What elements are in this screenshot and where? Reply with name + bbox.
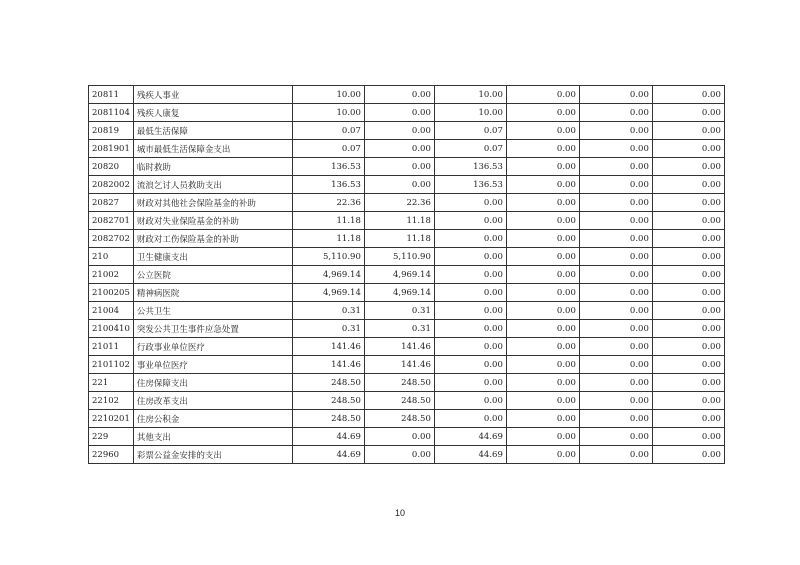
cell-code: 21004 <box>89 302 134 320</box>
cell-basic: 0.00 <box>364 122 434 140</box>
cell-col4: 0.00 <box>506 104 579 122</box>
cell-total: 248.50 <box>292 392 364 410</box>
cell-project: 136.53 <box>434 176 506 194</box>
cell-basic: 0.00 <box>364 176 434 194</box>
cell-total: 0.31 <box>292 320 364 338</box>
cell-col6: 0.00 <box>652 320 724 338</box>
cell-project: 136.53 <box>434 158 506 176</box>
cell-name: 财政对工伤保险基金的补助 <box>133 230 292 248</box>
cell-col6: 0.00 <box>652 194 724 212</box>
cell-code: 2082702 <box>89 230 134 248</box>
cell-project: 44.69 <box>434 446 506 464</box>
cell-col6: 0.00 <box>652 104 724 122</box>
cell-col4: 0.00 <box>506 86 579 104</box>
cell-total: 4,969.14 <box>292 266 364 284</box>
cell-col6: 0.00 <box>652 428 724 446</box>
cell-name: 精神病医院 <box>133 284 292 302</box>
cell-col4: 0.00 <box>506 158 579 176</box>
cell-total: 44.69 <box>292 446 364 464</box>
cell-col6: 0.00 <box>652 176 724 194</box>
cell-col5: 0.00 <box>579 212 652 230</box>
cell-col5: 0.00 <box>579 194 652 212</box>
cell-project: 0.00 <box>434 212 506 230</box>
cell-basic: 11.18 <box>364 212 434 230</box>
cell-col6: 0.00 <box>652 212 724 230</box>
cell-col6: 0.00 <box>652 446 724 464</box>
cell-code: 20819 <box>89 122 134 140</box>
cell-name: 事业单位医疗 <box>133 356 292 374</box>
cell-col6: 0.00 <box>652 122 724 140</box>
cell-col6: 0.00 <box>652 338 724 356</box>
cell-total: 141.46 <box>292 356 364 374</box>
cell-col6: 0.00 <box>652 230 724 248</box>
cell-basic: 4,969.14 <box>364 266 434 284</box>
table-row <box>89 194 725 212</box>
table-row <box>89 248 725 266</box>
cell-project: 0.07 <box>434 140 506 158</box>
cell-col5: 0.00 <box>579 122 652 140</box>
table-row <box>89 266 725 284</box>
cell-code: 20811 <box>89 86 134 104</box>
cell-code: 2081104 <box>89 104 134 122</box>
cell-basic: 0.00 <box>364 428 434 446</box>
cell-col5: 0.00 <box>579 320 652 338</box>
table-row <box>89 176 725 194</box>
cell-project: 10.00 <box>434 104 506 122</box>
table-row <box>89 320 725 338</box>
cell-col4: 0.00 <box>506 428 579 446</box>
cell-name: 住房保障支出 <box>133 374 292 392</box>
cell-code: 22102 <box>89 392 134 410</box>
cell-project: 0.00 <box>434 230 506 248</box>
cell-col5: 0.00 <box>579 392 652 410</box>
cell-basic: 4,969.14 <box>364 284 434 302</box>
cell-basic: 0.00 <box>364 104 434 122</box>
cell-col5: 0.00 <box>579 104 652 122</box>
cell-code: 20820 <box>89 158 134 176</box>
cell-col5: 0.00 <box>579 284 652 302</box>
table-row <box>89 86 725 104</box>
cell-col4: 0.00 <box>506 248 579 266</box>
cell-total: 248.50 <box>292 374 364 392</box>
cell-col5: 0.00 <box>579 356 652 374</box>
cell-code: 2100410 <box>89 320 134 338</box>
cell-basic: 11.18 <box>364 230 434 248</box>
table-row <box>89 338 725 356</box>
cell-col5: 0.00 <box>579 446 652 464</box>
cell-col5: 0.00 <box>579 140 652 158</box>
table-row <box>89 140 725 158</box>
cell-total: 44.69 <box>292 428 364 446</box>
cell-total: 5,110.90 <box>292 248 364 266</box>
cell-basic: 0.31 <box>364 302 434 320</box>
cell-total: 11.18 <box>292 230 364 248</box>
cell-code: 2100205 <box>89 284 134 302</box>
cell-col4: 0.00 <box>506 302 579 320</box>
cell-col6: 0.00 <box>652 374 724 392</box>
cell-code: 2082701 <box>89 212 134 230</box>
cell-project: 0.00 <box>434 248 506 266</box>
cell-total: 136.53 <box>292 158 364 176</box>
cell-project: 0.00 <box>434 284 506 302</box>
cell-code: 20827 <box>89 194 134 212</box>
cell-name: 彩票公益金安排的支出 <box>133 446 292 464</box>
cell-name: 住房改革支出 <box>133 392 292 410</box>
cell-basic: 248.50 <box>364 374 434 392</box>
cell-col4: 0.00 <box>506 266 579 284</box>
cell-basic: 141.46 <box>364 356 434 374</box>
cell-col5: 0.00 <box>579 176 652 194</box>
cell-total: 22.36 <box>292 194 364 212</box>
cell-col4: 0.00 <box>506 212 579 230</box>
cell-total: 0.07 <box>292 122 364 140</box>
cell-col5: 0.00 <box>579 338 652 356</box>
cell-col4: 0.00 <box>506 140 579 158</box>
cell-col4: 0.00 <box>506 446 579 464</box>
cell-project: 44.69 <box>434 428 506 446</box>
cell-basic: 0.00 <box>364 140 434 158</box>
table-row <box>89 302 725 320</box>
cell-basic: 22.36 <box>364 194 434 212</box>
cell-basic: 0.31 <box>364 320 434 338</box>
cell-project: 0.00 <box>434 266 506 284</box>
cell-col5: 0.00 <box>579 86 652 104</box>
cell-total: 141.46 <box>292 338 364 356</box>
cell-col6: 0.00 <box>652 158 724 176</box>
cell-col4: 0.00 <box>506 176 579 194</box>
cell-col6: 0.00 <box>652 392 724 410</box>
table-row <box>89 104 725 122</box>
table-row <box>89 392 725 410</box>
cell-col6: 0.00 <box>652 266 724 284</box>
cell-col5: 0.00 <box>579 248 652 266</box>
cell-basic: 0.00 <box>364 86 434 104</box>
cell-project: 0.00 <box>434 194 506 212</box>
table-row <box>89 230 725 248</box>
table-row <box>89 410 725 428</box>
cell-project: 0.00 <box>434 392 506 410</box>
cell-basic: 5,110.90 <box>364 248 434 266</box>
cell-col4: 0.00 <box>506 284 579 302</box>
cell-name: 其他支出 <box>133 428 292 446</box>
table-row <box>89 212 725 230</box>
page-number: 10 <box>394 508 405 518</box>
cell-col4: 0.00 <box>506 122 579 140</box>
cell-col4: 0.00 <box>506 338 579 356</box>
cell-col4: 0.00 <box>506 410 579 428</box>
cell-name: 突发公共卫生事件应急处置 <box>133 320 292 338</box>
cell-code: 210 <box>89 248 134 266</box>
cell-code: 2101102 <box>89 356 134 374</box>
cell-total: 0.07 <box>292 140 364 158</box>
cell-col4: 0.00 <box>506 230 579 248</box>
cell-name: 城市最低生活保障金支出 <box>133 140 292 158</box>
cell-total: 10.00 <box>292 104 364 122</box>
cell-project: 0.00 <box>434 338 506 356</box>
cell-col4: 0.00 <box>506 374 579 392</box>
cell-col5: 0.00 <box>579 410 652 428</box>
cell-project: 0.00 <box>434 356 506 374</box>
table-row <box>89 284 725 302</box>
cell-name: 公立医院 <box>133 266 292 284</box>
cell-total: 248.50 <box>292 410 364 428</box>
budget-table <box>88 85 725 464</box>
cell-col6: 0.00 <box>652 356 724 374</box>
cell-code: 2082002 <box>89 176 134 194</box>
cell-col6: 0.00 <box>652 248 724 266</box>
cell-total: 136.53 <box>292 176 364 194</box>
cell-project: 0.00 <box>434 374 506 392</box>
cell-name: 公共卫生 <box>133 302 292 320</box>
cell-code: 2081901 <box>89 140 134 158</box>
cell-name: 临时救助 <box>133 158 292 176</box>
cell-col6: 0.00 <box>652 86 724 104</box>
table-row <box>89 374 725 392</box>
cell-basic: 0.00 <box>364 158 434 176</box>
cell-col4: 0.00 <box>506 194 579 212</box>
table-row <box>89 356 725 374</box>
cell-total: 4,969.14 <box>292 284 364 302</box>
cell-col4: 0.00 <box>506 356 579 374</box>
cell-project: 10.00 <box>434 86 506 104</box>
cell-project: 0.07 <box>434 122 506 140</box>
cell-basic: 248.50 <box>364 392 434 410</box>
cell-basic: 0.00 <box>364 446 434 464</box>
cell-col6: 0.00 <box>652 140 724 158</box>
cell-basic: 248.50 <box>364 410 434 428</box>
cell-project: 0.00 <box>434 320 506 338</box>
table-row <box>89 446 725 464</box>
cell-name: 住房公积金 <box>133 410 292 428</box>
cell-col4: 0.00 <box>506 392 579 410</box>
cell-col5: 0.00 <box>579 428 652 446</box>
cell-col5: 0.00 <box>579 266 652 284</box>
cell-name: 流浪乞讨人员救助支出 <box>133 176 292 194</box>
cell-code: 21011 <box>89 338 134 356</box>
table-row <box>89 122 725 140</box>
cell-name: 卫生健康支出 <box>133 248 292 266</box>
cell-col5: 0.00 <box>579 230 652 248</box>
cell-col4: 0.00 <box>506 320 579 338</box>
table-row <box>89 158 725 176</box>
cell-col5: 0.00 <box>579 374 652 392</box>
cell-name: 最低生活保障 <box>133 122 292 140</box>
table-row <box>89 428 725 446</box>
cell-name: 行政事业单位医疗 <box>133 338 292 356</box>
cell-code: 229 <box>89 428 134 446</box>
cell-name: 财政对其他社会保险基金的补助 <box>133 194 292 212</box>
cell-col6: 0.00 <box>652 410 724 428</box>
cell-code: 2210201 <box>89 410 134 428</box>
cell-col6: 0.00 <box>652 302 724 320</box>
cell-total: 11.18 <box>292 212 364 230</box>
cell-col6: 0.00 <box>652 284 724 302</box>
cell-total: 0.31 <box>292 302 364 320</box>
cell-name: 残疾人康复 <box>133 104 292 122</box>
cell-code: 221 <box>89 374 134 392</box>
cell-basic: 141.46 <box>364 338 434 356</box>
cell-code: 21002 <box>89 266 134 284</box>
cell-total: 10.00 <box>292 86 364 104</box>
cell-code: 22960 <box>89 446 134 464</box>
cell-project: 0.00 <box>434 302 506 320</box>
cell-col5: 0.00 <box>579 158 652 176</box>
cell-project: 0.00 <box>434 410 506 428</box>
cell-name: 财政对失业保险基金的补助 <box>133 212 292 230</box>
cell-name: 残疾人事业 <box>133 86 292 104</box>
cell-col5: 0.00 <box>579 302 652 320</box>
